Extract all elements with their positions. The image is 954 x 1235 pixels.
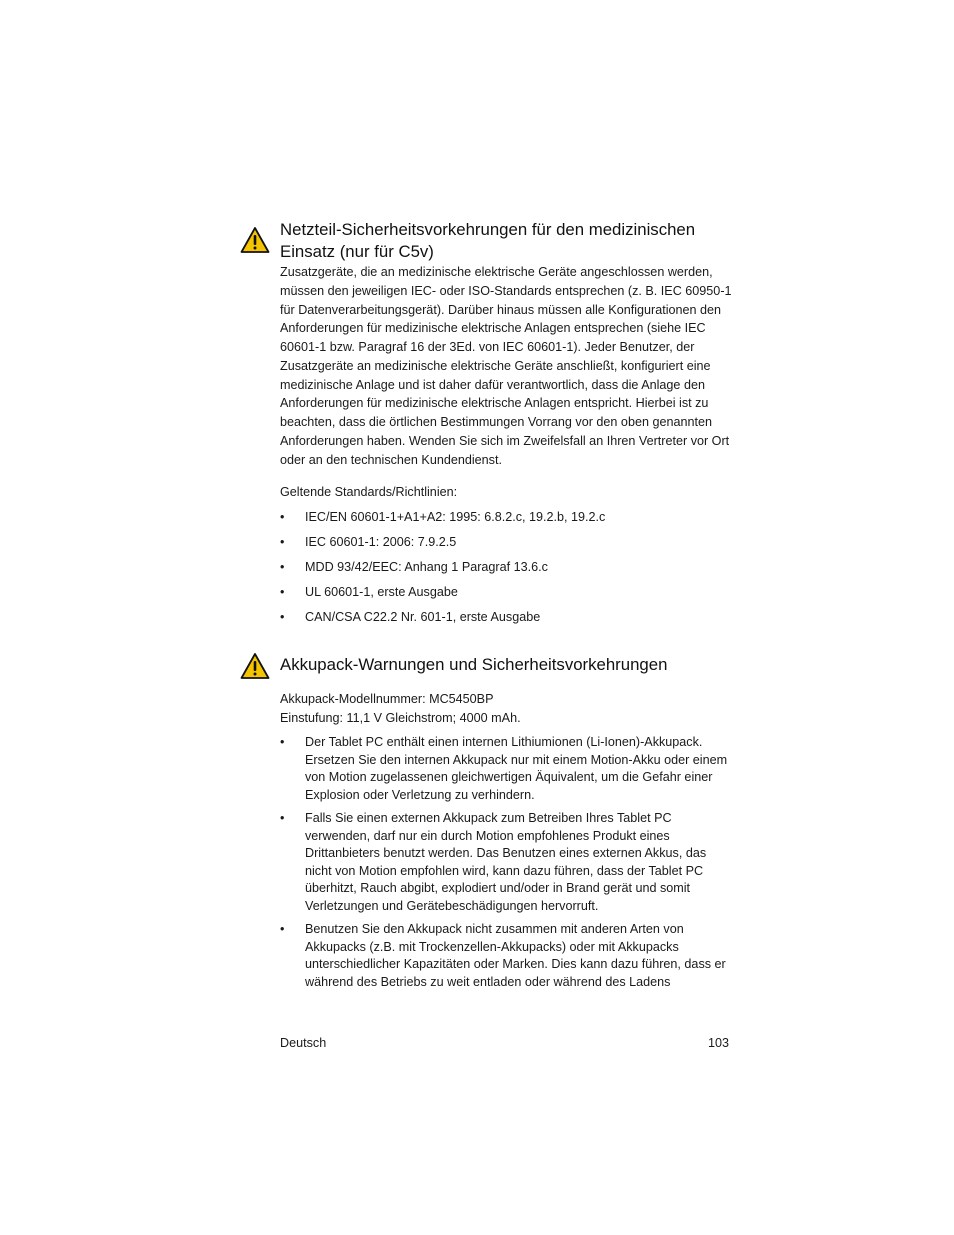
list-item-text: Falls Sie einen externen Akkupack zum Betreiben Ihres Tablet PC verwenden, darf nur ein durch Motion empfohlenes Produkt eines Drittanbieters benutzt werden. Das Benutzen eines externen Akkus, das nicht von Motion empfohlen wird, kann dazu führen, dass der Tablet PC überhitzt, Rauch abgibt, explodiert und/oder in Brand gerät und somit Verletzungen und Gerätebeschädigungen hervorruft. [305,811,707,913]
list-item [280,558,732,576]
list-item-text: UL 60601-1, erste Ausgabe [305,585,458,599]
list-item [280,608,732,626]
bullet-icon: • [280,510,285,524]
list-item-text: CAN/CSA C22.2 Nr. 601-1, erste Ausgabe [305,610,541,624]
bullet-icon: • [280,585,285,599]
list-item [280,508,732,526]
list-item [280,921,732,991]
list-item [280,734,732,804]
bullet-icon: • [280,610,285,624]
footer-language: Deutsch [280,1036,327,1050]
section-title: Netzteil-Sicherheitsvorkehrungen für den medizinischen Einsatz (nur für C5v) [280,220,696,261]
list-item-text: MDD 93/42/EEC: Anhang 1 Paragraf 13.6.c [305,560,548,574]
standards-label: Geltende Standards/Richtlinien: [280,485,458,499]
standards-list [280,508,732,633]
list-item-text: IEC 60601-1: 2006: 7.9.2.5 [305,535,457,549]
battery-rating: Einstufung: 11,1 V Gleichstrom; 4000 mAh. [280,711,521,725]
section-body: Zusatzgeräte, die an medizinische elektrische Geräte angeschlossen werden, müssen den jeweiligen IEC- oder ISO-Standards entsprechen (z. B. IEC 60950-1 für Datenverarbeitungsgerät). Darüber hinaus müssen alle Konfigurationen den Anforderungen für medizinische elektrische Anlagen entsprechen (siehe IEC 60601-1 bzw. Paragraf 16 der 3Ed. von IEC 60601-1). Jeder Benutzer, der Zusatzgeräte an medizinische elektrische Geräte anschließt, konfiguriert eine medizinische Anlage und ist daher dafür verantwortlich, dass die Anlage den Anforderungen für medizinische elektrische Anlagen entspricht. Hierbei ist zu beachten, dass die örtlichen Bestimmungen Vorrang vor den oben genannten Anforderungen haben. Wenden Sie sich im Zweifelsfall an Ihren Vertreter vor Ort oder an den technischen Kundendienst. [280,265,732,467]
list-item-text: IEC/EN 60601-1+A1+A2: 1995: 6.8.2.c, 19.2.b, 19.2.c [305,510,606,524]
section-title: Akkupack-Warnungen und Sicherheitsvorkehrungen [280,655,668,674]
list-item [280,533,732,551]
bullet-icon: • [280,811,285,825]
list-item-text: Der Tablet PC enthält einen internen Lithiumionen (Li-Ionen)-Akkupack. Ersetzen Sie den internen Akkupack nur mit einem Motion-Akku oder einem von Motion zugelassenen gleichwertigen Äquivalent, um die Gefahr einer Explosion oder Verletzung zu verhindern. [305,735,728,802]
warning-triangle-icon [240,652,270,680]
page-number: 103 [707,1036,729,1050]
bullet-icon: • [280,560,285,574]
list-item-text: Benutzen Sie den Akkupack nicht zusammen mit anderen Arten von Akkupacks (z.B. mit Trockenzellen-Akkupacks) oder mit Akkupacks unterschiedlicher Kapazitäten oder Marken. Dies kann dazu führen, dass er während des Betriebs zu weit entladen oder während des Ladens [305,922,726,989]
bullet-icon: • [280,535,285,549]
bullet-icon: • [280,735,285,749]
list-item [280,810,732,915]
list-item [280,583,732,601]
battery-model: Akkupack-Modellnummer: MC5450BP [280,692,494,706]
warning-triangle-icon [240,226,270,254]
warnings-list [280,734,732,997]
bullet-icon: • [280,922,285,936]
